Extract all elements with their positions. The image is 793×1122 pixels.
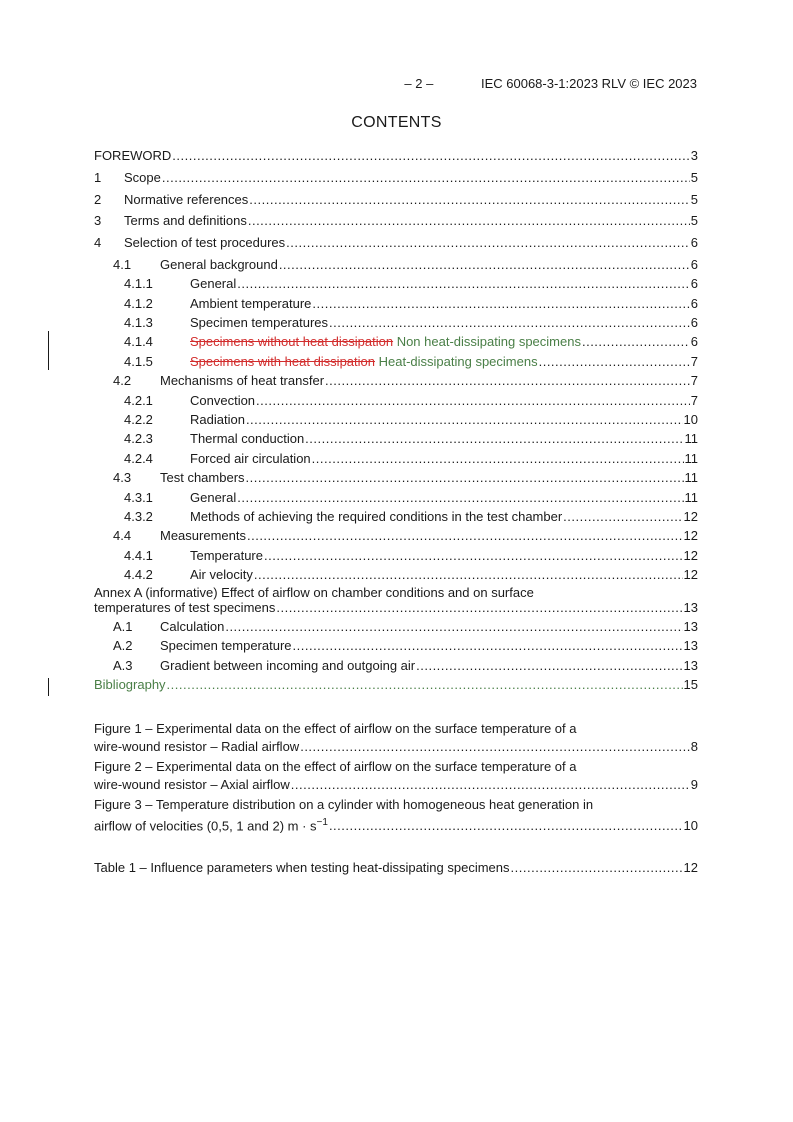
toc-entry-title: Methods of achieving the required conditions in the test chamber: [190, 508, 563, 524]
toc-entry-number: 4.2.2: [124, 412, 153, 428]
toc-entry-page: 11: [684, 431, 698, 447]
figure-title-line2: [94, 814, 328, 835]
toc-entry-page: 3: [690, 148, 698, 163]
toc-entry-4-1-1[interactable]: [94, 274, 698, 293]
toc-entry-number: A.1: [113, 618, 133, 634]
table-entry-1[interactable]: [94, 859, 698, 877]
toc-entry-4-4-1[interactable]: [94, 546, 698, 565]
table-of-contents: [94, 146, 698, 695]
dot-leader: [312, 449, 684, 468]
figure-entry-2[interactable]: [94, 758, 698, 794]
toc-entry-4-1[interactable]: [94, 255, 698, 274]
toc-entry-number: 3: [94, 213, 102, 229]
page-header: [404, 76, 697, 91]
toc-entry-3[interactable]: [94, 211, 698, 230]
toc-entry-page: 13: [683, 638, 698, 654]
figure-title-line2: wire-wound resistor – Radial airflow: [94, 739, 300, 754]
dot-leader: [276, 600, 682, 615]
toc-entry-page: 5: [690, 191, 698, 207]
toc-entry-title: Calculation: [160, 618, 225, 634]
figure-page: 10: [683, 818, 698, 834]
list-of-tables: [94, 859, 698, 877]
dot-leader: [539, 352, 690, 371]
dot-leader: [286, 233, 690, 252]
toc-entry-2[interactable]: [94, 190, 698, 209]
toc-entry-a-1[interactable]: [94, 617, 698, 636]
toc-entry-page: 10: [683, 412, 698, 428]
toc-entry-title: Specimen temperatures: [190, 315, 329, 331]
dot-leader: [247, 526, 683, 545]
dot-leader: [246, 468, 684, 487]
dot-leader: [279, 255, 690, 274]
toc-entry-title: Scope: [124, 169, 161, 185]
toc-entry-number: 4.1.5: [124, 353, 153, 369]
dot-leader: [225, 617, 682, 636]
dot-leader: [237, 488, 683, 507]
toc-entry-number: 4.4.1: [124, 547, 153, 563]
toc-entry-annex-a[interactable]: [94, 585, 698, 615]
toc-entry-page: 15: [683, 677, 698, 693]
toc-entry-title: Gradient between incoming and outgoing air: [160, 657, 416, 673]
figure-title-line2-text: airflow of velocities (0,5, 1 and 2) m · s: [94, 818, 317, 834]
toc-entry-page: 6: [690, 295, 698, 311]
annex-title-line2: temperatures of test specimens: [94, 599, 276, 615]
toc-entry-number: 1: [94, 169, 102, 185]
toc-entry-4-4-2[interactable]: [94, 565, 698, 584]
toc-entry-number: 4: [94, 235, 102, 251]
figure-title-line1: Figure 3 – Temperature distribution on a cylinder with homogeneous heat generation in: [94, 797, 594, 812]
toc-entry-a-3[interactable]: [94, 656, 698, 675]
toc-entry-page: 5: [690, 213, 698, 229]
list-of-figures: [94, 720, 698, 832]
toc-entry-page: 6: [690, 235, 698, 251]
dot-leader: [305, 429, 683, 448]
inserted-text: Non heat-dissipating specimens: [396, 334, 581, 350]
toc-entry-number: 4.3: [113, 470, 132, 486]
toc-entry-title: Selection of test procedures: [124, 235, 286, 251]
toc-entry-number: 2: [94, 191, 102, 207]
dot-leader: [167, 675, 683, 694]
toc-entry-a-2[interactable]: [94, 636, 698, 655]
toc-entry-4-4[interactable]: [94, 526, 698, 545]
dot-leader: [582, 332, 690, 351]
toc-entry-page: 6: [690, 276, 698, 292]
toc-entry-page: 6: [690, 334, 698, 350]
dot-leader: [264, 546, 683, 565]
dot-leader: [162, 168, 690, 187]
figure-entry-1[interactable]: [94, 720, 698, 756]
toc-entry-title: Forced air circulation: [190, 450, 311, 466]
toc-entry-page: 5: [690, 169, 698, 185]
toc-entry-1[interactable]: [94, 168, 698, 187]
toc-entry-4-3-1[interactable]: [94, 488, 698, 507]
toc-entry-4[interactable]: [94, 233, 698, 252]
toc-entry-number: 4.2.1: [124, 392, 153, 408]
toc-entry-4-1-4[interactable]: [94, 332, 698, 351]
toc-entry-page: 7: [690, 392, 698, 408]
dot-leader: [293, 636, 683, 655]
dot-leader: [291, 776, 690, 794]
superscript: −1: [316, 817, 328, 828]
toc-entry-4-2-2[interactable]: [94, 410, 698, 429]
dot-leader: [312, 294, 689, 313]
toc-entry-number: 4.3.2: [124, 508, 153, 524]
toc-entry-title: Thermal conduction: [190, 431, 305, 447]
toc-entry-page: 11: [684, 450, 698, 466]
figure-title-line1: Figure 1 – Experimental data on the effect of airflow on the surface temperature of a: [94, 721, 577, 736]
toc-entry-number: 4.3.1: [124, 489, 153, 505]
dot-leader: [329, 313, 690, 332]
toc-entry-page: 7: [690, 353, 698, 369]
toc-entry-title: Convection: [190, 392, 256, 408]
dot-leader: [237, 274, 690, 293]
toc-entry-number: 4.1: [113, 256, 132, 272]
toc-entry-page: 13: [683, 618, 698, 634]
toc-entry-4-3-2[interactable]: [94, 507, 698, 526]
annex-title-line1: Annex A (informative) Effect of airflow on chamber conditions and on surface: [94, 584, 534, 600]
toc-entry-page: 6: [690, 315, 698, 331]
dot-leader: [329, 817, 683, 835]
toc-entry-title: General: [190, 489, 237, 505]
dot-leader: [300, 738, 690, 756]
toc-entry-title: FOREWORD: [94, 148, 172, 163]
toc-entry-page: 13: [683, 599, 698, 615]
dot-leader: [248, 211, 690, 230]
toc-entry-title: Radiation: [190, 412, 245, 428]
toc-entry-title: Bibliography: [94, 677, 166, 693]
dot-leader: [172, 146, 689, 165]
table-page: 12: [683, 860, 698, 875]
toc-entry-4-1-5[interactable]: [94, 352, 698, 371]
toc-entry-title: Test chambers: [160, 470, 245, 486]
toc-entry-4-2[interactable]: [94, 371, 698, 390]
toc-entry-number: 4.1.4: [124, 334, 153, 350]
toc-entry-number: A.3: [113, 657, 133, 673]
toc-entry-number: 4.1.3: [124, 315, 153, 331]
toc-entry-number: 4.2: [113, 373, 132, 389]
inserted-text: Heat-dissipating specimens: [378, 353, 538, 369]
toc-entry-title: Air velocity: [190, 567, 253, 583]
toc-entry-title: Terms and definitions: [124, 213, 247, 229]
page-number: – 2 –: [404, 76, 434, 91]
toc-entry-number: A.2: [113, 638, 133, 654]
dot-leader: [325, 371, 690, 390]
table-title: Table 1 – Influence parameters when testing heat-dissipating specimens: [94, 860, 510, 875]
toc-entry-title: Normative references: [124, 191, 249, 207]
toc-entry-number: 4.4.2: [124, 567, 153, 583]
toc-entry-page: 13: [683, 657, 698, 673]
dot-leader: [246, 410, 683, 429]
toc-entry-page: 12: [683, 547, 698, 563]
figure-page: 8: [690, 739, 698, 754]
toc-entry-title: Measurements: [160, 528, 246, 544]
toc-entry-4-2-4[interactable]: [94, 449, 698, 468]
toc-entry-title: General background: [160, 256, 278, 272]
toc-entry-4-1-3[interactable]: [94, 313, 698, 332]
deleted-text: Specimens with heat dissipation: [190, 353, 375, 369]
toc-entry-number: 4.4: [113, 528, 132, 544]
document-reference: IEC 60068-3-1:2023 RLV © IEC 2023: [480, 76, 697, 91]
dot-leader: [563, 507, 682, 526]
toc-entry-number: 4.2.4: [124, 450, 153, 466]
toc-entry-number: 4.2.3: [124, 431, 153, 447]
toc-entry-title: Temperature: [190, 547, 263, 563]
dot-leader: [254, 565, 683, 584]
toc-entry-title: Specimen temperature: [160, 638, 292, 654]
toc-entry-foreword[interactable]: [94, 146, 698, 165]
change-bar: [48, 331, 49, 370]
contents-title: CONTENTS: [351, 114, 442, 131]
toc-entry-4-2-1[interactable]: [94, 391, 698, 410]
toc-entry-page: 11: [684, 470, 698, 486]
change-bar: [48, 678, 49, 696]
toc-entry-title: Ambient temperature: [190, 295, 312, 311]
toc-entry-number: 4.1.1: [124, 276, 153, 292]
toc-entry-page: 7: [690, 373, 698, 389]
toc-entry-page: 12: [683, 567, 698, 583]
dot-leader: [416, 656, 682, 675]
toc-entry-title: General: [190, 276, 237, 292]
toc-entry-title: Mechanisms of heat transfer: [160, 373, 325, 389]
figure-title-line2: wire-wound resistor – Axial airflow: [94, 777, 290, 792]
figure-title-line1: Figure 2 – Experimental data on the effect of airflow on the surface temperature of a: [94, 759, 577, 774]
figure-page: 9: [690, 777, 698, 792]
figure-entry-3[interactable]: [94, 796, 698, 832]
toc-entry-bibliography[interactable]: [94, 675, 698, 694]
toc-entry-number: 4.1.2: [124, 295, 153, 311]
toc-entry-4-1-2[interactable]: [94, 294, 698, 313]
toc-entry-page: 12: [683, 528, 698, 544]
toc-entry-4-3[interactable]: [94, 468, 698, 487]
toc-entry-page: 12: [683, 508, 698, 524]
dot-leader: [249, 190, 689, 209]
deleted-text: Specimens without heat dissipation: [190, 334, 394, 350]
toc-entry-4-2-3[interactable]: [94, 429, 698, 448]
dot-leader: [511, 859, 683, 877]
toc-entry-page: 11: [684, 489, 698, 505]
toc-entry-page: 6: [690, 256, 698, 272]
dot-leader: [256, 391, 690, 410]
